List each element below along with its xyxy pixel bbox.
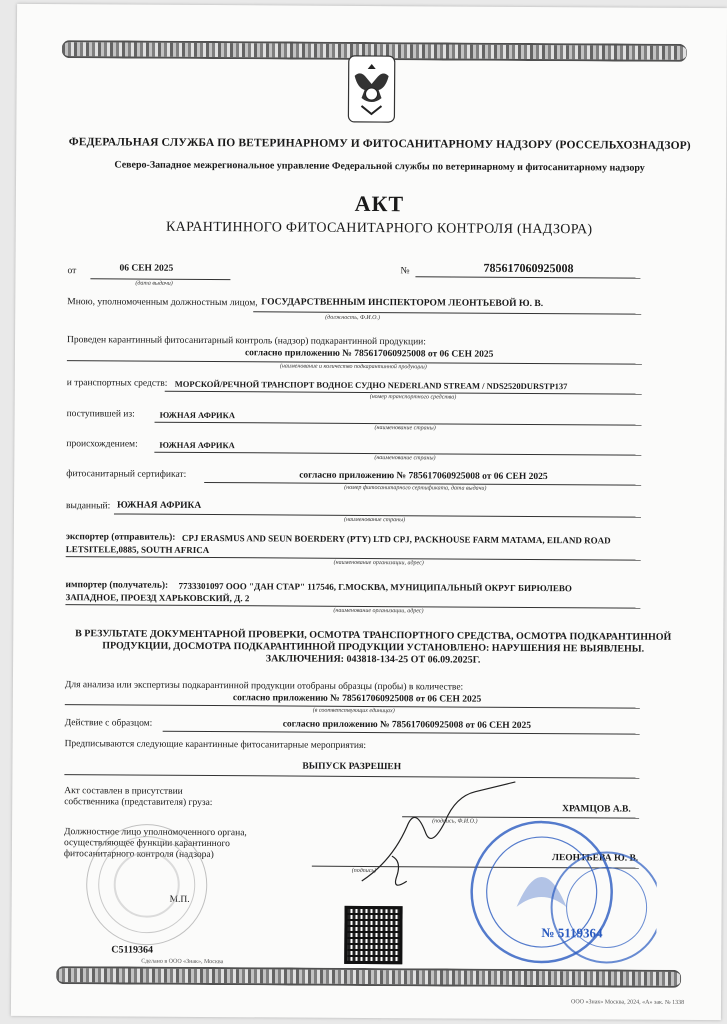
importer-hint: (наименование организации, адрес) xyxy=(333,607,424,615)
footer-right: ООО «Знак» Москва, 2024, «А» зак. № 1338 xyxy=(570,999,685,1006)
transport-label: и транспортных средств: xyxy=(66,378,168,389)
from-value: ЮЖНАЯ АФРИКА xyxy=(159,409,236,421)
subagency-name: Северо-Западное межрегиональное управление Федеральной службы по ветеринарному и фитосанитарному надзору xyxy=(114,159,645,174)
measures-label: Предписываются следующие карантинные фитосанитарные мероприятия: xyxy=(64,739,367,751)
owner-value: ХРАМЦОВ А.В. xyxy=(562,804,631,815)
control-value: согласно приложению № 785617060925008 от 06 СЕН 2025 xyxy=(244,348,494,360)
certificate-hint: (номер фитосанитарного сертификата, дата выдачи) xyxy=(344,484,487,492)
date-prefix: от xyxy=(67,266,77,277)
importer-line1: 7733301097 ООО "ДАН СТАР" 117546, Г.МОСКВА, МУНИЦИПАЛЬНЫЙ ОКРУГ БИРЮЛЕВО xyxy=(178,580,572,594)
act-date: 06 СЕН 2025 xyxy=(119,263,174,274)
certificate-label: фитосанитарный сертификат: xyxy=(66,469,187,480)
inspector-hint: (должность, Ф.И.О.) xyxy=(325,314,380,322)
inspector-label: Мною, уполномоченным должностным лицом, xyxy=(67,297,258,309)
owner-label-1: Акт составлен в присутствии xyxy=(64,786,183,797)
document-sheet xyxy=(11,4,727,1020)
samples-value: согласно приложению № 785617060925008 от 06 СЕН 2025 xyxy=(232,693,482,705)
sample-action-line xyxy=(163,731,640,735)
issued-label: выданный: xyxy=(65,501,111,512)
issued-hint: (наименование страны) xyxy=(343,516,406,524)
result-line-2: ПРОДУКЦИИ, ДОСМОТРА ПОДКАРАНТИННОЙ ПРОДУКЦИИ УСТАНОВЛЕНО: НАРУШЕНИЯ НЕ ВЫЯВЛЕНЫ. xyxy=(102,640,645,655)
exporter-line1: CPJ ERASMUS AND SEUN BOERDERY (PTY) LTD CPJ, PACKHOUSE FARM MATAMA, EILAND ROAD xyxy=(181,532,611,546)
official-hint: (подпись) xyxy=(351,867,377,875)
measures-value: ВЫПУСК РАЗРЕШЕН xyxy=(302,761,402,773)
issued-value: ЮЖНАЯ АФРИКА xyxy=(117,500,202,511)
origin-hint: (наименование страны) xyxy=(374,455,436,462)
transport-hint: (номер транспортного средства) xyxy=(369,394,457,401)
samples-hint: (в соответствующих единицах) xyxy=(312,707,395,715)
result-line-3: ЗАКЛЮЧЕНИЯ: 043818-134-25 ОТ 06.09.2025Г. xyxy=(265,653,481,666)
official-label-3: фитосанитарного контроля (надзора) xyxy=(63,849,214,861)
official-label-1: Должностное лицо уполномоченного органа, xyxy=(64,827,247,839)
stamp-number: № 5119364 xyxy=(541,925,603,941)
coat-of-arms-icon xyxy=(346,54,396,124)
watermark-seal-icon xyxy=(71,819,222,950)
number-line xyxy=(415,276,640,278)
form-number: С5119364 xyxy=(111,944,154,956)
bottom-ornament-border xyxy=(56,966,681,988)
importer-line2: ЗАПАДНОЕ, ПРОЕЗД ХАРЬКОВСКИЙ, Д. 2 xyxy=(65,592,250,604)
date-hint: (дата выдачи) xyxy=(135,280,173,287)
sample-action-value: согласно приложению № 785617060925008 от 06 СЕН 2025 xyxy=(282,719,532,731)
inspector-value: ГОСУДАРСТВЕННЫМ ИНСПЕКТОРОМ ЛЕОНТЬЕВОЙ Ю. В. xyxy=(261,297,544,310)
owner-hint: (подпись, Ф.И.О.) xyxy=(432,818,478,825)
result-line-1: В РЕЗУЛЬТАТЕ ДОКУМЕНТАРНОЙ ПРОВЕРКИ, ОСМОТРА ТРАНСПОРТНОГО СРЕДСТВА, ОСМОТРА ПОДКАРАНТИННОЙ xyxy=(75,628,672,643)
exporter-label: экспортер (отправитель): xyxy=(65,532,176,543)
footer-left: Сделано в ООО «Знак», Москва xyxy=(141,958,224,966)
act-number: 785617060925008 xyxy=(483,260,574,276)
samples-label: Для анализа или экспертизы подкарантинной продукции отобраны образцы (пробы) в количестве: xyxy=(64,680,464,693)
official-label-2: осуществляющее функции карантинного xyxy=(63,838,230,850)
document-title: АКТ xyxy=(354,190,405,217)
qr-code xyxy=(344,906,402,964)
number-prefix: № xyxy=(400,266,410,277)
owner-label-2: собственника (представителя) груза: xyxy=(64,797,213,809)
importer-label: импортер (получатель): xyxy=(65,580,169,591)
control-hint: (наименование и количество подкарантинной продукции) xyxy=(279,363,427,371)
transport-value: МОРСКОЙ/РЕЧНОЙ ТРАНСПОРТ ВОДНОЕ СУДНО NEDERLAND STREAM / NDS2520DURSTP137 xyxy=(174,378,568,392)
exporter-line2: LETSITELE,0885, SOUTH AFRICA xyxy=(65,544,210,556)
inspector-line xyxy=(253,311,641,314)
origin-label: происхождением: xyxy=(66,439,138,450)
agency-name: ФЕДЕРАЛЬНАЯ СЛУЖБА ПО ВЕТЕРИНАРНОМУ И ФИТОСАНИТАРНОМУ НАДЗОРУ (РОССЕЛЬХОЗНАДЗОР) xyxy=(68,136,691,152)
sample-action-label: Действие с образцом: xyxy=(64,718,153,729)
origin-value: ЮЖНАЯ АФРИКА xyxy=(159,439,235,451)
official-value: ЛЕОНТЬЕВА Ю. В. xyxy=(551,853,639,864)
official-blue-stamp-icon xyxy=(456,817,657,973)
exporter-hint: (наименование организации, адрес) xyxy=(333,559,424,567)
stamp-place-label: М.П. xyxy=(169,894,190,905)
control-label: Проведен карантинный фитосанитарный контроль (надзор) подкарантинной продукции: xyxy=(67,335,426,348)
certificate-value: согласно приложению № 785617060925008 от 06 СЕН 2025 xyxy=(299,470,548,483)
from-label: поступившей из: xyxy=(66,409,135,420)
from-hint: (наименование страны) xyxy=(374,425,436,432)
document-subtitle: КАРАНТИННОГО ФИТОСАНИТАРНОГО КОНТРОЛЯ (НАДЗОРА) xyxy=(166,219,593,238)
